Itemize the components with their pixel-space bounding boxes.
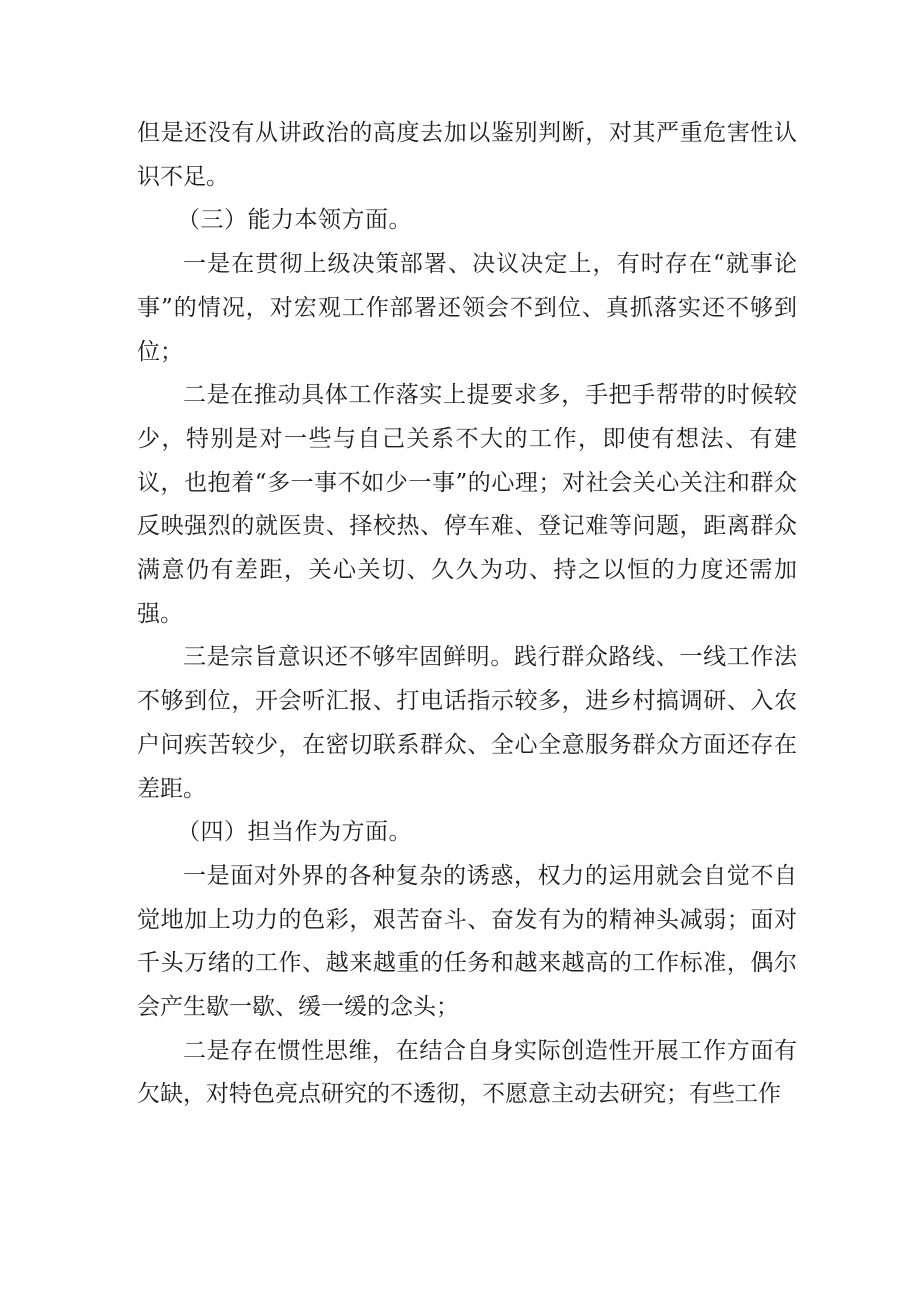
paragraph-ability-1: 一是在贯彻上级决策部署、决议决定上，有时存在“就事论事”的情况，对宏观工作部署还领会不到位、真抓落实还不够到位； bbox=[137, 251, 797, 365]
paragraph-continuation: 但是还没有从讲政治的高度去加以鉴别判断，对其严重危害性认识不足。 bbox=[137, 120, 797, 190]
paragraph-responsibility-2: 二是存在惯性思维，在结合自身实际创造性开展工作方面有欠缺，对特色亮点研究的不透彻，不愿意主动去研究；有些工作 bbox=[137, 1037, 797, 1108]
section-heading-ability: （三）能力本领方面。 bbox=[177, 207, 412, 234]
paragraph-ability-3: 三是宗旨意识还不够牢固鲜明。践行群众路线、一线工作法不够到位，开会听汇报、打电话指示较多，进乡村搞调研、入农户问疾苦较少，在密切联系群众、全心全意服务群众方面还存在差距。 bbox=[137, 644, 797, 802]
document-body bbox=[137, 112, 797, 1117]
paragraph-ability-2: 二是在推动具体工作落实上提要求多，手把手帮带的时候较少，特别是对一些与自己关系不大的工作，即使有想法、有建议，也抱着“多一事不如少一事”的心理；对社会关心关注和群众反映强烈的就医贵、择校热、停车难、登记难等问题，距离群众满意仍有差距，关心关切、久久为功、持之以恒的力度还需加强。 bbox=[137, 382, 797, 627]
paragraph-responsibility-1: 一是面对外界的各种复杂的诱惑，权力的运用就会自觉不自觉地加上功力的色彩，艰苦奋斗、奋发有为的精神头减弱；面对千头万绪的工作、越来越重的任务和越来越高的工作标准，偶尔会产生歇一歇、缓一缓的念头； bbox=[137, 862, 797, 1021]
section-heading-responsibility: （四）担当作为方面。 bbox=[177, 819, 412, 846]
